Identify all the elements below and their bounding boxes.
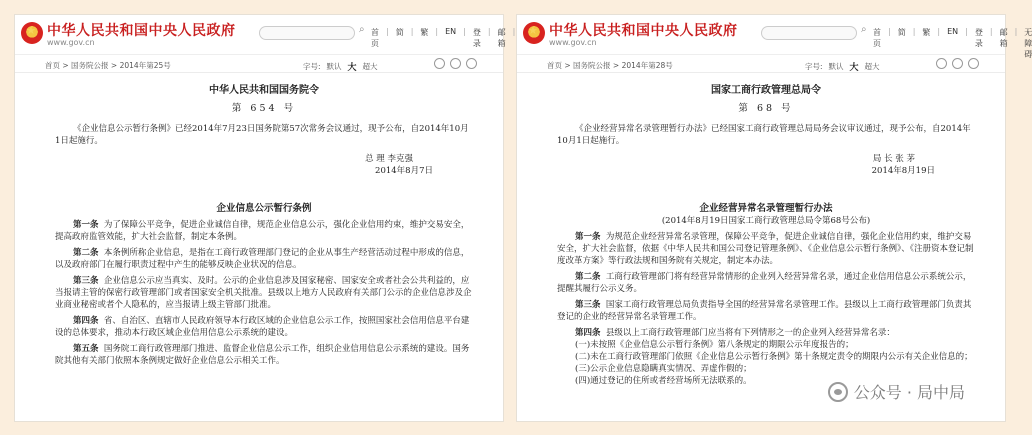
article-text: 本条例所称企业信息，是指在工商行政管理部门登记的企业从事生产经营活动过程中形成的信息，以及政府部门在履行职责过程中产生的能够反映企业状况的信息。 xyxy=(55,248,470,270)
article xyxy=(557,327,975,339)
article xyxy=(55,219,473,243)
nav-traditional[interactable]: 繁 xyxy=(922,28,931,37)
list-item: (一)未按照《企业信息公示暂行条例》第八条规定的期限公示年度报告的； xyxy=(575,340,854,350)
article-text: 县级以上工商行政管理部门应当将有下列情形之一的企业列入经营异常名录： xyxy=(605,328,895,338)
article-text: 企业信息公示应当真实、及时。公示的企业信息涉及国家秘密、国家安全或者社会公共利益的，应当报请主管的保密行政管理部门或者国家安全机关批准。县级以上地方人民政府有关部门公示的企业信息涉及企业商业秘密或者个人隐私的，应当报请上级主管部门批准。 xyxy=(55,276,472,310)
nav-login[interactable]: 登录 xyxy=(472,28,481,48)
doc-number: 第 68 号 xyxy=(738,103,794,114)
font-size-control xyxy=(303,60,378,73)
top-nav: 首页 | 简 | 繁 | EN | 登录 | 邮箱 | 无障碍 xyxy=(873,27,1032,59)
nav-english[interactable]: EN xyxy=(445,27,457,36)
regulation-title: 企业信息公示暂行条例 xyxy=(216,203,312,214)
doc-signatory: 局 长 张 茅 xyxy=(872,154,915,164)
weibo-icon[interactable] xyxy=(450,58,461,69)
wechat-icon[interactable] xyxy=(466,58,477,69)
breadcrumb[interactable]: 首页 > 国务院公报 > 2014年第28号 xyxy=(547,61,673,70)
doc-signatory: 总 理 李克强 xyxy=(365,154,413,164)
watermark xyxy=(828,380,965,403)
search-input[interactable] xyxy=(761,26,857,40)
nav-simplified[interactable]: 简 xyxy=(395,28,404,37)
print-icon[interactable] xyxy=(434,58,445,69)
breadcrumb-bar xyxy=(15,55,503,73)
article xyxy=(557,231,975,267)
font-large[interactable]: 大 xyxy=(347,63,357,73)
doc-date: 2014年8月19日 xyxy=(871,166,935,176)
list-item: (三)公示企业信息隐瞒真实情况、弄虚作假的； xyxy=(575,364,752,374)
article-text: 国家工商行政管理总局负责指导全国的经营异常名录管理工作。县级以上工商行政管理部门负责其登记的企业的经营异常名录管理工作。 xyxy=(557,300,972,322)
site-url: www.gov.cn xyxy=(47,38,95,47)
nav-simplified[interactable]: 简 xyxy=(897,28,906,37)
article xyxy=(55,343,473,367)
document-screenshot-right xyxy=(516,14,1032,422)
document-screenshot-left xyxy=(14,14,516,422)
font-xlarge[interactable]: 超大 xyxy=(864,62,880,71)
article-label: 第五条 xyxy=(73,344,99,354)
regulation-subtitle: (2014年8月19日国家工商行政管理总局令第68号公布) xyxy=(661,216,871,226)
wechat-icon[interactable] xyxy=(968,58,979,69)
article-text: 工商行政管理部门将有经营异常情形的企业列入经营异常名录，通过企业信用信息公示系统公示，提醒其履行公示义务。 xyxy=(557,272,972,294)
article-label: 第二条 xyxy=(575,272,601,282)
font-size-control xyxy=(805,60,880,73)
article-text: 国务院工商行政管理部门推进、监督企业信息公示工作，组织企业信用信息公示系统的建设。国务院其他有关部门依照本条例规定做好企业信息公示相关工作。 xyxy=(55,344,470,366)
regulation-title: 企业经营异常名录管理暂行办法 xyxy=(699,203,833,214)
article-label: 第二条 xyxy=(73,248,99,258)
print-icon[interactable] xyxy=(936,58,947,69)
font-default[interactable]: 默认 xyxy=(326,62,342,71)
article-label: 第一条 xyxy=(575,232,601,242)
font-large[interactable]: 大 xyxy=(849,63,859,73)
breadcrumb-bar xyxy=(517,55,1005,73)
nav-accessibility[interactable]: 无障碍 xyxy=(1024,28,1032,59)
article-label: 第四条 xyxy=(575,328,601,338)
doc-title: 国家工商行政管理总局令 xyxy=(711,85,821,96)
document-body xyxy=(55,85,473,367)
font-size-label: 字号: xyxy=(805,62,823,71)
article-label: 第三条 xyxy=(73,276,99,286)
article xyxy=(557,271,975,295)
search-icon[interactable]: ⌕ xyxy=(359,24,365,35)
doc-number: 第 654 号 xyxy=(231,103,297,114)
article-text: 为了保障公平竞争，促进企业诚信自律，规范企业信息公示，强化企业信用约束，维护交易安全，提高政府监管效能，扩大社会监督，制定本条例。 xyxy=(55,220,470,242)
nav-traditional[interactable]: 繁 xyxy=(420,28,429,37)
article xyxy=(55,275,473,311)
article-label: 第三条 xyxy=(575,300,601,310)
site-title[interactable]: 中华人民共和国中央人民政府 xyxy=(549,23,738,39)
search-icon[interactable]: ⌕ xyxy=(861,24,867,35)
doc-intro: 《企业信息公示暂行条例》已经2014年7月23日国务院第57次常务会议通过，现予公布，自2014年10月1日起施行。 xyxy=(55,124,469,146)
site-url: www.gov.cn xyxy=(549,38,597,47)
site-title[interactable]: 中华人民共和国中央人民政府 xyxy=(47,23,236,39)
list-item: (四)通过登记的住所或者经营场所无法联系的。 xyxy=(575,376,752,386)
article-text: 为规范企业经营异常名录管理，保障公平竞争，促进企业诚信自律，强化企业信用约束，维护交易安全，扩大社会监督，依据《中华人民共和国公司登记管理条例》、《企业信息公示暂行条例》、《注册资本登记制度改革方案》等行政法规和国务院有关规定，制定本办法。 xyxy=(557,232,974,266)
nav-mail[interactable]: 邮箱 xyxy=(497,28,506,48)
national-emblem-icon xyxy=(523,22,545,44)
weibo-icon[interactable] xyxy=(952,58,963,69)
national-emblem-icon xyxy=(21,22,43,44)
nav-mail[interactable]: 邮箱 xyxy=(999,28,1008,48)
article-text: 省、自治区、直辖市人民政府领导本行政区域的企业信息公示工作，按照国家社会信用信息平台建设的总体要求，推动本行政区域企业信用信息公示系统的建设。 xyxy=(55,316,470,338)
top-nav: 首页 | 简 | 繁 | EN | 登录 | 邮箱 | xyxy=(371,27,530,60)
font-default[interactable]: 默认 xyxy=(828,62,844,71)
nav-english[interactable]: EN xyxy=(947,27,959,36)
article xyxy=(55,315,473,339)
font-xlarge[interactable]: 超大 xyxy=(362,62,378,71)
share-tools xyxy=(936,58,979,69)
article-label: 第四条 xyxy=(73,316,99,326)
article xyxy=(55,247,473,271)
doc-title: 中华人民共和国国务院令 xyxy=(209,85,319,96)
watermark-text: 公众号 · 局中局 xyxy=(853,383,965,402)
wechat-account-icon xyxy=(828,382,848,402)
doc-intro: 《企业经营异常名录管理暂行办法》已经国家工商行政管理总局局务会议审议通过，现予公布，自2014年10月1日起施行。 xyxy=(557,124,971,146)
article xyxy=(557,299,975,323)
font-size-label: 字号: xyxy=(303,62,321,71)
doc-date: 2014年8月7日 xyxy=(375,166,433,176)
site-header xyxy=(517,15,1032,59)
search-input[interactable] xyxy=(259,26,355,40)
nav-home[interactable]: 首页 xyxy=(371,28,379,48)
list-item: (二)未在工商行政管理部门依照《企业信息公示暂行条例》第十条规定责令的期限内公示有关企业信息的； xyxy=(575,352,973,362)
document-body xyxy=(557,85,975,387)
nav-home[interactable]: 首页 xyxy=(873,28,881,48)
article-label: 第一条 xyxy=(73,220,99,230)
site-header xyxy=(15,15,516,55)
nav-login[interactable]: 登录 xyxy=(974,28,983,48)
share-tools xyxy=(434,58,477,69)
breadcrumb[interactable]: 首页 > 国务院公报 > 2014年第25号 xyxy=(45,61,171,70)
